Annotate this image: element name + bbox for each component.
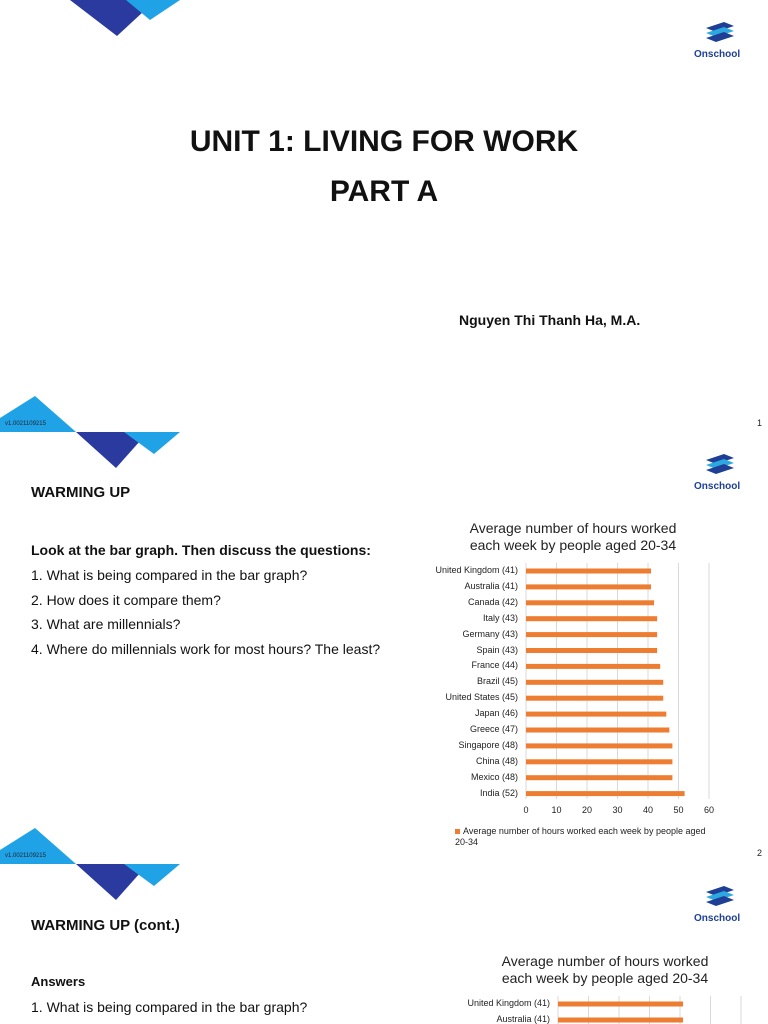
onschool-logo	[694, 884, 744, 924]
bar	[526, 759, 672, 764]
question-4: 4. Where do millennials work for most hours? The least?	[31, 641, 381, 657]
chart-title-line-2: each week by people aged 20-34	[501, 970, 709, 986]
bar	[558, 1002, 683, 1007]
chart-legend	[455, 826, 715, 848]
onschool-logo	[694, 20, 744, 60]
category-label: Greece (47)	[469, 724, 518, 734]
slide-3	[0, 864, 768, 1024]
question-1: 1. What is being compared in the bar graph?	[31, 999, 308, 1015]
category-label: Australia (41)	[496, 1014, 550, 1024]
answers-label: Answers	[31, 974, 86, 989]
bar	[526, 743, 672, 748]
category-label: Germany (43)	[462, 628, 518, 639]
category-label: Japan (46)	[474, 708, 518, 719]
bar	[526, 569, 651, 574]
legend-swatch	[455, 829, 460, 834]
version-code: v1.0021109215	[5, 853, 46, 859]
bar	[526, 632, 657, 637]
x-tick-label: 30	[612, 805, 623, 815]
question-3: 3. What are millennials?	[31, 616, 181, 632]
version-code: v1.0021109215	[5, 421, 46, 427]
question-1: 1. What is being compared in the bar graph?	[31, 567, 308, 583]
onschool-logo	[694, 452, 744, 492]
chart-title-line-1: Average number of hours worked	[501, 953, 709, 969]
top-left-decoration	[70, 0, 190, 40]
slide-2	[0, 432, 768, 864]
logo-text: Onschool	[694, 481, 741, 492]
instruction-text: Look at the bar graph. Then discuss the questions:	[31, 542, 371, 558]
chart-title-line-2: each week by people aged 20-34	[469, 537, 677, 553]
x-tick-label: 10	[551, 805, 562, 815]
category-label: Singapore (48)	[458, 739, 518, 750]
x-tick-label: 50	[673, 805, 684, 815]
bar	[526, 584, 651, 589]
logo-mark-icon	[702, 884, 738, 906]
bar	[526, 616, 657, 621]
x-tick-label: 40	[642, 805, 653, 815]
section-heading: WARMING UP (cont.)	[31, 917, 180, 934]
top-left-decoration	[76, 864, 186, 902]
logo-text: Onschool	[694, 913, 741, 924]
question-2: 2. How does it compare them?	[31, 592, 221, 608]
slide-title-line-2: PART A	[329, 175, 439, 208]
bar	[526, 680, 663, 685]
category-label: Italy (43)	[482, 612, 518, 623]
logo-mark-icon	[702, 452, 738, 474]
bar	[526, 648, 657, 653]
legend-label: Average number of hours worked each week by people aged 20-34	[455, 826, 706, 847]
bar	[526, 791, 685, 796]
bar	[526, 728, 669, 733]
category-label: Mexico (48)	[470, 771, 518, 782]
category-label: United States (45)	[445, 692, 518, 703]
x-tick-label: 0	[523, 805, 529, 815]
slide-title-line-1: UNIT 1: LIVING FOR WORK	[189, 125, 579, 158]
section-heading: WARMING UP	[31, 484, 131, 501]
category-label: India (52)	[479, 787, 518, 798]
category-label: China (48)	[475, 755, 518, 766]
page-number: 2	[756, 848, 762, 858]
page-number: 1	[756, 418, 762, 428]
x-tick-label: 60	[703, 805, 714, 815]
bar	[558, 1018, 683, 1023]
x-tick-label: 20	[581, 805, 592, 815]
bar	[526, 712, 666, 717]
bar	[526, 664, 660, 669]
category-label: Australia (41)	[464, 580, 518, 591]
chart-title	[430, 520, 716, 554]
author-name: Nguyen Thi Thanh Ha, M.A.	[459, 312, 641, 328]
chart-title	[462, 953, 748, 987]
bar	[526, 775, 672, 780]
logo-mark-icon	[702, 20, 738, 42]
category-label: Spain (43)	[476, 644, 518, 655]
category-label: United Kingdom (41)	[467, 998, 550, 1008]
category-label: Brazil (45)	[476, 676, 518, 687]
logo-text: Onschool	[694, 49, 741, 60]
bar	[526, 696, 663, 701]
top-left-decoration	[76, 432, 186, 470]
slide-1	[0, 0, 768, 432]
category-label: United Kingdom (41)	[435, 565, 518, 575]
category-label: Canada (42)	[467, 596, 518, 607]
bar	[526, 600, 654, 605]
category-label: France (44)	[471, 660, 518, 671]
chart-title-line-1: Average number of hours worked	[469, 520, 677, 536]
